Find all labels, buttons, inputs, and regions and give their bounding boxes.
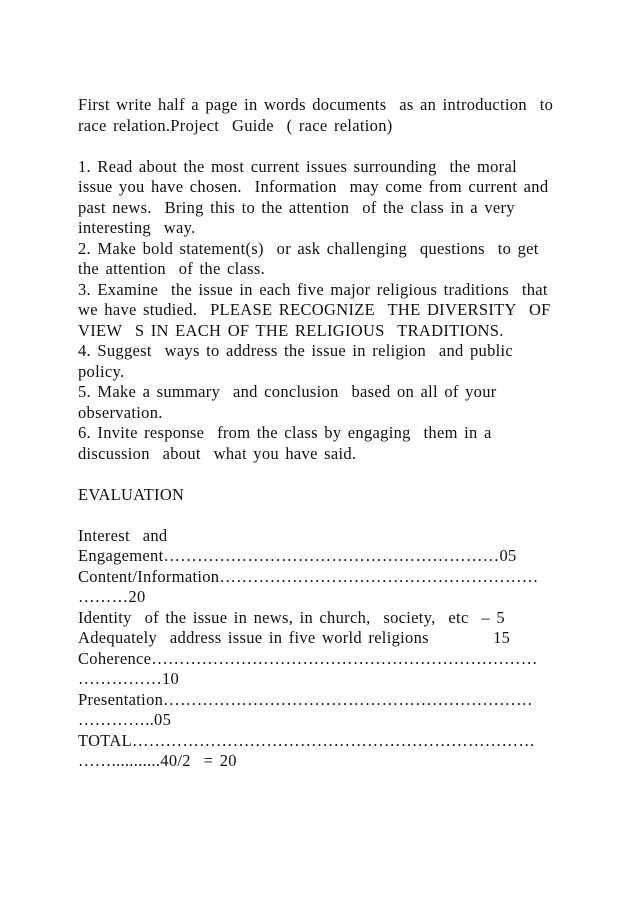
rubric-line: Interest and bbox=[78, 525, 168, 545]
rubric-line: Presentation………………………………………………………… bbox=[78, 689, 533, 709]
step-line: 2. Make bold statement(s) or ask challenging questions to get bbox=[78, 238, 539, 258]
evaluation-heading: EVALUATION bbox=[78, 484, 185, 504]
step-line: interesting way. bbox=[78, 218, 196, 237]
step-line: past news. Bring this to the attention of the class in a very bbox=[78, 197, 515, 217]
step-line: 1. Read about the most current issues surrounding the moral bbox=[78, 156, 517, 176]
step-line: policy. bbox=[78, 361, 125, 381]
step-line: the attention of the class. bbox=[78, 259, 266, 278]
project-steps bbox=[78, 157, 568, 465]
rubric-line: Identity of the issue in news, in church, society, etc – 5 bbox=[78, 607, 505, 627]
spacer bbox=[78, 464, 568, 485]
step-line: VIEW S IN EACH OF THE RELIGIOUS TRADITIONS. bbox=[78, 320, 504, 340]
intro-line: race relation.Project Guide ( race relation) bbox=[78, 115, 393, 135]
step-line: 3. Examine the issue in each five major religious traditions that bbox=[78, 279, 548, 299]
spacer bbox=[78, 505, 568, 526]
step-line: 5. Make a summary and conclusion based on all of your bbox=[78, 382, 497, 401]
intro-paragraph bbox=[78, 95, 568, 136]
rubric-line: ……...........40/2 = 20 bbox=[78, 751, 237, 770]
rubric-line: Engagement……………………………………………………05 bbox=[78, 546, 517, 565]
step-line: discussion about what you have said. bbox=[78, 443, 357, 463]
rubric-line: Content/Information………………………………………………… bbox=[78, 566, 539, 586]
rubric-line: Adequately address issue in five world religions 15 bbox=[78, 628, 511, 647]
document-body bbox=[78, 95, 568, 772]
intro-line: First write half a page in words documents as an introduction to bbox=[78, 95, 554, 114]
rubric-line: ……………10 bbox=[78, 669, 180, 688]
evaluation-rubric bbox=[78, 526, 568, 772]
step-line: observation. bbox=[78, 402, 163, 422]
spacer bbox=[78, 136, 568, 157]
rubric-line: ………20 bbox=[78, 587, 146, 606]
step-line: we have studied. PLEASE RECOGNIZE THE DIVERSITY OF bbox=[78, 300, 551, 319]
step-line: 6. Invite response from the class by engaging them in a bbox=[78, 423, 492, 442]
rubric-line: …………..05 bbox=[78, 710, 172, 729]
step-line: 4. Suggest ways to address the issue in religion and public bbox=[78, 341, 514, 360]
step-line: issue you have chosen. Information may come from current and bbox=[78, 177, 549, 196]
rubric-line: TOTAL……………………………………………………………… bbox=[78, 730, 536, 750]
rubric-line: Coherence…………………………………………………………… bbox=[78, 648, 538, 668]
